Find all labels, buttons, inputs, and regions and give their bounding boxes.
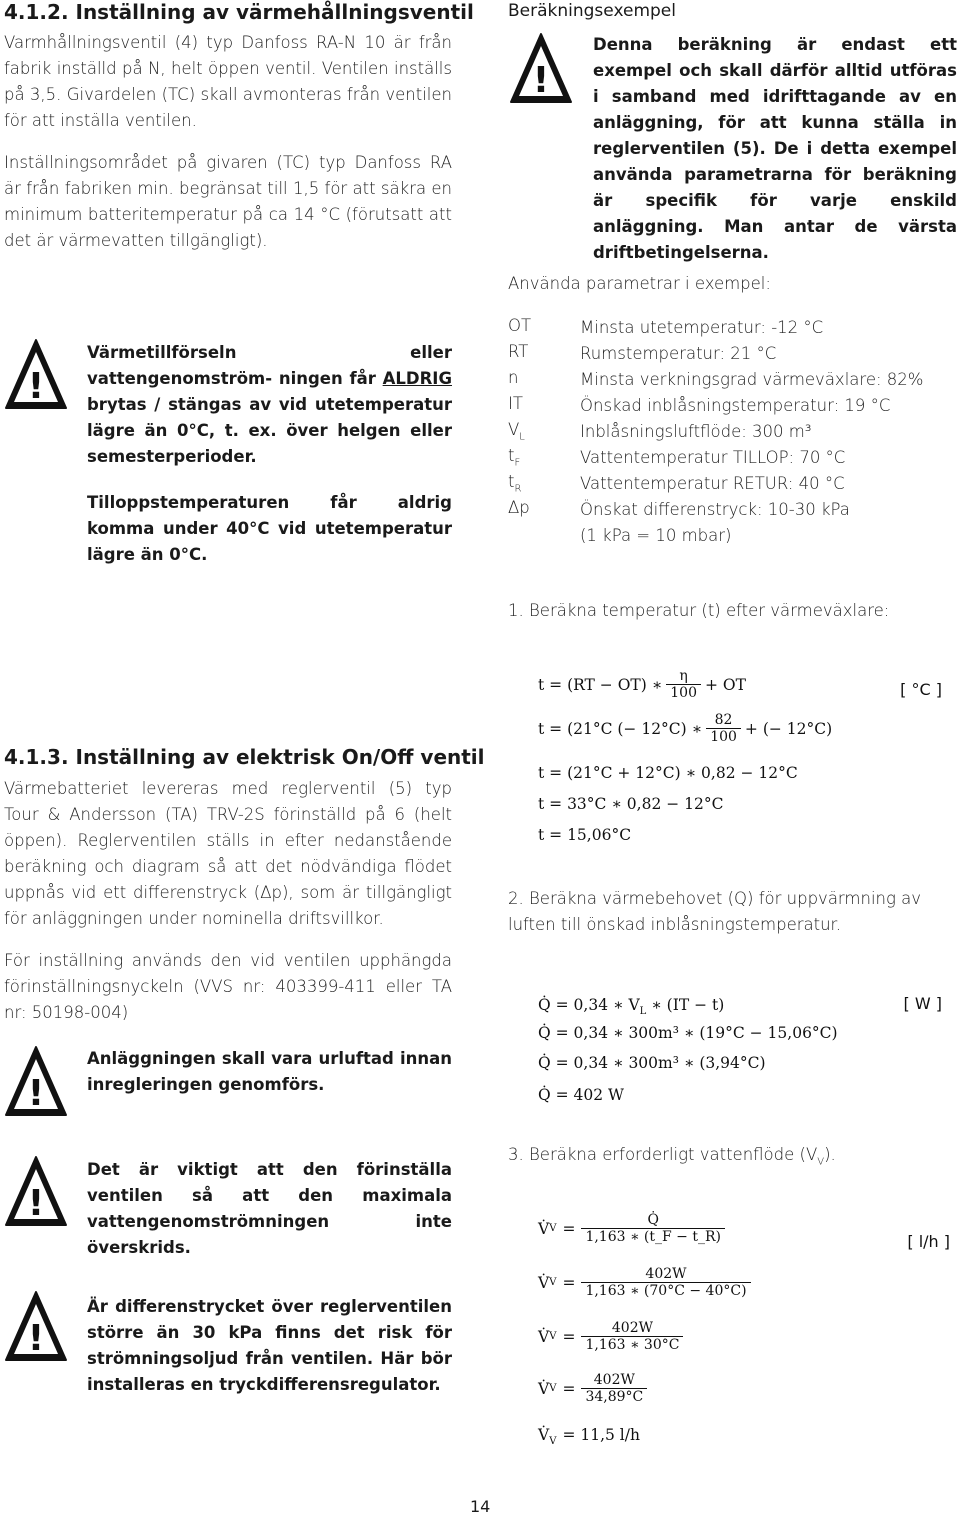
parameter-description: (1 kPa = 10 mbar) bbox=[580, 525, 732, 545]
parameter-symbol-text: V bbox=[508, 419, 520, 439]
equation-subscript: V bbox=[549, 1331, 557, 1342]
unit-litres-per-hour: [ l/h ] bbox=[907, 1232, 950, 1251]
example-title: Beräkningsexempel bbox=[508, 1, 676, 21]
equation-term: V̇ bbox=[538, 1426, 550, 1444]
parameter-description: Önskad inblåsningstemperatur: 19 °C bbox=[580, 395, 891, 415]
parameter-row bbox=[508, 444, 948, 470]
parameter-row bbox=[508, 340, 948, 366]
warning-icon bbox=[4, 1155, 68, 1227]
svg-text:!: ! bbox=[27, 1183, 45, 1224]
equation-term: V̇ bbox=[538, 1379, 550, 1398]
parameter-subscript: L bbox=[519, 431, 525, 443]
parameter-symbol-text: n bbox=[508, 367, 519, 387]
warning-icon bbox=[508, 32, 574, 104]
warning-block-flow bbox=[87, 340, 452, 568]
parameter-symbol bbox=[508, 498, 580, 520]
fraction-numerator: 402W bbox=[611, 1320, 654, 1336]
parameter-description: Minsta utetemperatur: -12 °C bbox=[580, 317, 824, 337]
equation-term: t = (21°C (− 12°C) ∗ bbox=[538, 719, 703, 738]
warning-text-max-flow: Det är viktigt att den förinställa ventilen så att den maximala vattengenomströmningen inte överskrids. bbox=[87, 1160, 452, 1257]
parameter-symbol-text: Δp bbox=[508, 497, 530, 517]
parameter-symbol-text: OT bbox=[508, 315, 532, 335]
equation-subscript: L bbox=[639, 1006, 647, 1018]
fraction-denominator: 100 bbox=[706, 728, 741, 745]
equation-term: Q̇ = 0,34 ∗ V bbox=[538, 996, 640, 1014]
parameter-row bbox=[508, 418, 948, 444]
parameter-symbol-text: t bbox=[508, 471, 515, 491]
parameter-description: Vattentemperatur TILLOP: 70 °C bbox=[580, 447, 846, 467]
parameter-symbol bbox=[508, 394, 580, 416]
equation-term: V̇ bbox=[538, 1219, 550, 1238]
warning-text-deaeration: Anläggningen skall vara urluftad innan inregleringen genomförs. bbox=[87, 1049, 452, 1094]
parameter-row bbox=[508, 470, 948, 496]
equation-line: Q̇ = 0,34 ∗ 300m³ ∗ (3,94°C) bbox=[538, 1054, 766, 1072]
paragraph-presetting-key: För inställning används den vid ventilen upphängda förinställningsnyckeln (VVS nr: 403399-411 eller TA nr: 50198-004) bbox=[4, 951, 452, 1022]
equation-line bbox=[538, 712, 832, 745]
parameter-list bbox=[508, 314, 948, 548]
equation-line: Q̇ = 402 W bbox=[538, 1086, 624, 1104]
parameter-subscript: F bbox=[514, 457, 521, 469]
warning-text-supply-temp: Tilloppstemperaturen får aldrig komma under 40°C vid utetemperatur lägre än 0°C. bbox=[87, 493, 452, 564]
equation-subscript: V bbox=[549, 1277, 557, 1288]
fraction-denominator: 34,89°C bbox=[581, 1388, 647, 1405]
parameter-row bbox=[508, 392, 948, 418]
equation-subscript: V bbox=[549, 1436, 557, 1448]
section-title-4-1-3: 4.1.3. Inställning av elektrisk On/Off ventil bbox=[4, 745, 485, 769]
parameter-symbol-text: t bbox=[508, 445, 515, 465]
equation-line bbox=[538, 1426, 640, 1447]
parameter-symbol bbox=[508, 342, 580, 364]
fraction-denominator: 100 bbox=[666, 684, 701, 701]
fraction-numerator: η bbox=[679, 668, 688, 684]
parameter-description: Inblåsningsluftflöde: 300 m³ bbox=[580, 421, 812, 441]
fraction-numerator: 402W bbox=[593, 1372, 635, 1388]
section-title-4-1-2: 4.1.2. Inställning av värmehållningsventil bbox=[4, 0, 474, 24]
parameter-symbol bbox=[508, 368, 580, 390]
svg-text:!: ! bbox=[27, 1073, 45, 1114]
equation-line bbox=[538, 996, 724, 1017]
parameter-symbol bbox=[508, 472, 580, 494]
paragraph-sensor-range: Inställningsområdet på givaren (TC) typ Danfoss RA är från fabriken min. begränsat till 1,5 för att säkra en minimum batteritemperatur på ca 14 °C (förutsatt att det är värmevatten tillgängligt). bbox=[4, 153, 452, 250]
parameter-description: Önskat differenstryck: 10-30 kPa bbox=[580, 499, 850, 519]
step-3-end: ). bbox=[824, 1145, 836, 1164]
parameter-symbol bbox=[508, 316, 580, 338]
equation-line: Q̇ = 0,34 ∗ 300m³ ∗ (19°C − 15,06°C) bbox=[538, 1024, 838, 1042]
equation-line: V̇ V = $\frac{402W}{34,89^\circ C}$ bbox=[538, 1372, 647, 1405]
svg-text:!: ! bbox=[532, 60, 550, 101]
equation-fraction bbox=[666, 668, 701, 701]
step-3-text: 3. Beräkna erforderligt vattenflöde (V bbox=[508, 1145, 818, 1164]
unit-celsius: [ °C ] bbox=[900, 680, 942, 699]
parameter-subscript: R bbox=[514, 483, 522, 495]
parameter-symbol bbox=[508, 446, 580, 468]
equation-line: t = 15,06°C bbox=[538, 826, 632, 844]
step-3-subscript: V bbox=[817, 1156, 825, 1168]
parameter-row bbox=[508, 314, 948, 340]
fraction-numerator: Q̇ bbox=[647, 1212, 659, 1228]
equation-fraction bbox=[581, 1320, 683, 1353]
equation-subscript: V bbox=[549, 1223, 557, 1234]
fraction-denominator: 1,163 ∗ 30°C bbox=[581, 1336, 683, 1353]
step-3-label bbox=[508, 1142, 836, 1175]
equation-subscript: V bbox=[549, 1383, 557, 1394]
parameter-row bbox=[508, 366, 948, 392]
warning-icon bbox=[4, 1290, 68, 1362]
equation-term: V̇ bbox=[538, 1327, 550, 1346]
example-warning-text: Denna beräkning är endast ett exempel och skall därför alltid utföras i samband med idrifttagande av en anläggning, för att kunna ställa in reglerventilen (5). De i detta exempel använda parametrarna för beräkning är specifik för varje enskild anläggning. Man antar de värsta driftbetingelserna. bbox=[593, 35, 957, 262]
fraction-denominator: 1,163 ∗ (t_F − t_R) bbox=[581, 1228, 725, 1245]
warning-icon bbox=[4, 338, 68, 410]
parameter-row bbox=[508, 496, 948, 522]
equation-term: + OT bbox=[704, 675, 746, 694]
svg-text:!: ! bbox=[27, 366, 45, 407]
equation-line: V̇ V = $\frac{402W}{1,163 ∗ (70^\circ C - 40^\circ C)}$ bbox=[538, 1266, 751, 1299]
svg-text:!: ! bbox=[27, 1318, 45, 1359]
equation-line: V̇ V = $\frac{402W}{1,163 ∗ 30^\circ C}$ bbox=[538, 1320, 683, 1353]
parameter-description: Minsta verkningsgrad värmeväxlare: 82% bbox=[580, 369, 924, 389]
equation-result: = 11,5 l/h bbox=[562, 1426, 640, 1444]
equation-line: t = 33°C ∗ 0,82 − 12°C bbox=[538, 795, 724, 813]
equation-line bbox=[538, 668, 746, 701]
equation-fraction bbox=[581, 1212, 725, 1245]
parameter-description: Vattentemperatur RETUR: 40 °C bbox=[580, 473, 845, 493]
step-1-label: 1. Beräkna temperatur (t) efter värmeväxlare: bbox=[508, 601, 890, 620]
equation-fraction bbox=[706, 712, 741, 745]
params-intro: Använda parametrar i exempel: bbox=[508, 274, 771, 293]
equation-fraction bbox=[581, 1266, 750, 1299]
fraction-numerator: 82 bbox=[714, 712, 733, 728]
equation-line: t = (21°C + 12°C) ∗ 0,82 − 12°C bbox=[538, 764, 798, 782]
fraction-numerator: 402W bbox=[645, 1266, 687, 1282]
equation-term: V̇ bbox=[538, 1273, 550, 1292]
unit-watt: [ W ] bbox=[903, 994, 942, 1013]
parameter-symbol-text: IT bbox=[508, 393, 523, 413]
step-2-label: 2. Beräkna värmebehovet (Q) för uppvärmning av luften till önskad inblåsningstemperatur. bbox=[508, 889, 922, 934]
parameter-symbol bbox=[508, 420, 580, 442]
equation-term: ∗ (IT − t) bbox=[646, 996, 725, 1014]
warning-text-flow: Värmetillförseln eller vattengenomström- ningen får ALDRIG brytas / stängas av vid utetemperatur lägre än 0°C, t. ex. över helgen eller semesterperioder. bbox=[87, 343, 452, 466]
fraction-denominator: 1,163 ∗ (70°C − 40°C) bbox=[581, 1282, 750, 1299]
equation-block-temperature bbox=[538, 668, 958, 858]
paragraph-control-valve: Värmebatteriet levereras med reglerventil (5) typ Tour & Andersson (TA) TRV-2S förinställd på 6 (helt öppen). Reglerventilen ställs in efter nedanstående beräkning och diagram så att det nödvändiga flödet uppnås vid ett differenstryck (Δp), som är tillgängligt för anläggningen under nominella driftsvillkor. bbox=[4, 779, 452, 928]
paragraph-valve-setting: Varmhållningsventil (4) typ Danfoss RA-N 10 är från fabrik inställd på N, helt öppen ventil. Ventilen inställs på 3,5. Givardelen (TC) skall avmonteras från ventilen för att inställa ventilen. bbox=[4, 33, 452, 130]
parameter-row bbox=[508, 522, 948, 548]
equation-term: t = (RT − OT) ∗ bbox=[538, 675, 663, 694]
parameter-symbol-text: RT bbox=[508, 341, 529, 361]
equation-fraction bbox=[581, 1372, 647, 1405]
page-number: 14 bbox=[470, 1497, 491, 1516]
equation-block-heat-demand bbox=[538, 994, 958, 1114]
warning-icon bbox=[4, 1045, 68, 1117]
equation-term: + (− 12°C) bbox=[744, 719, 833, 738]
equation-block-water-flow bbox=[538, 1212, 958, 1452]
equation-line: V̇ V = $\frac{Q̇}{1,163 ∗ (t\_F - t\_R)}$ bbox=[538, 1212, 725, 1245]
warning-text-pressure: Är differenstrycket över reglerventilen större än 30 kPa finns det risk för strömningsoljud från ventilen. Här bör installeras en tryckdifferensregulator. bbox=[87, 1297, 452, 1394]
parameter-description: Rumstemperatur: 21 °C bbox=[580, 343, 777, 363]
